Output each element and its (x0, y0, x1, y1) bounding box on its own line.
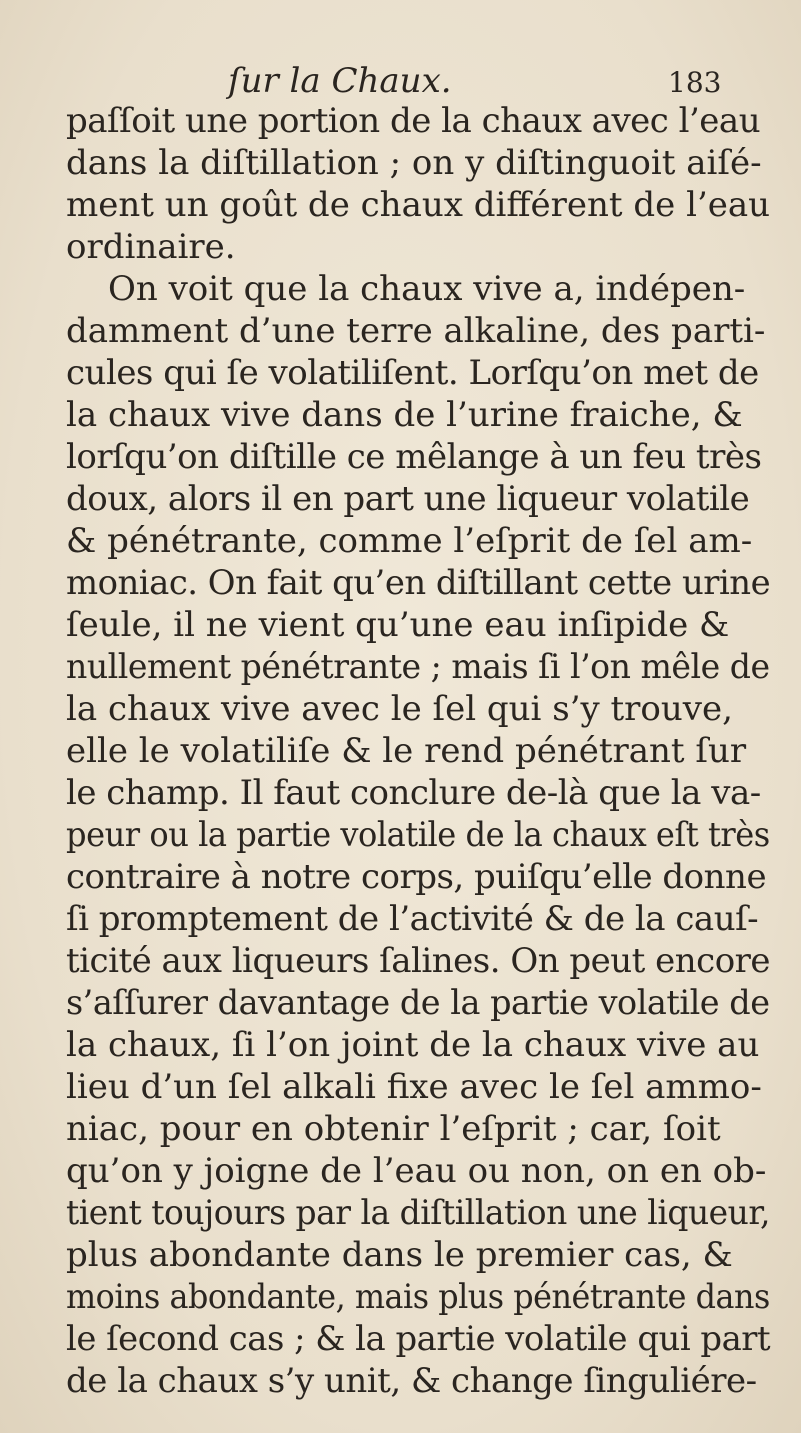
running-title: ſur la Chaux. (228, 61, 452, 101)
text-line: qu’on y joigne de l’eau ou non, on en ob- (66, 1151, 767, 1191)
text-line: le ſecond cas ; & la partie volatile qui part (66, 1319, 771, 1359)
text-line: lieu d’un ſel alkali fixe avec le ſel ammo- (66, 1067, 762, 1107)
text-line: de la chaux s’y unit, & change ſinguliére- (66, 1361, 757, 1401)
text-line: damment d’une terre alkaline, des parti- (66, 311, 766, 351)
text-line: contraire à notre corps, puiſqu’elle donne (66, 857, 767, 897)
text-line: On voit que la chaux vive a, indépen- (108, 269, 746, 309)
text-line: peur ou la partie volatile de la chaux eſt très (66, 815, 770, 855)
text-line: & pénétrante, comme l’eſprit de ſel am- (66, 521, 753, 561)
text-line: la chaux vive avec le ſel qui s’y trouve, (66, 689, 733, 729)
text-line: s’aſſurer davantage de la partie volatile de (66, 983, 770, 1023)
text-line: ment un goût de chaux différent de l’eau (66, 185, 771, 225)
text-line: dans la diſtillation ; on y diſtinguoit aiſé- (66, 143, 762, 183)
text-line: plus abondante dans le premier cas, & (66, 1235, 733, 1275)
text-line: niac, pour en obtenir l’eſprit ; car, ſoit (66, 1109, 721, 1149)
text-line: paſſoit une portion de la chaux avec l’eau (66, 101, 761, 141)
page-number: 183 (668, 66, 722, 99)
text-line: cules qui ſe volatiliſent. Lorſqu’on met de (66, 353, 759, 393)
text-line: elle le volatiliſe & le rend pénétrant ſur (66, 731, 747, 771)
text-line: ſi promptement de l’activité & de la cauſ- (66, 899, 759, 939)
text-line: ſeule, il ne vient qu’une eau inſipide & (66, 605, 730, 645)
text-line: lorſqu’on diſtille ce mêlange à un feu très (66, 437, 762, 477)
text-line: tient toujours par la diſtillation une liqueur, (66, 1193, 771, 1233)
text-line: ticité aux liqueurs ſalines. On peut encore (66, 941, 771, 981)
text-line: ordinaire. (66, 227, 236, 267)
text-line: moins abondante, mais plus pénétrante dans (66, 1277, 770, 1317)
text-line: doux, alors il en part une liqueur volatile (66, 479, 750, 519)
text-line: moniac. On fait qu’en diſtillant cette urine (66, 563, 771, 603)
page-header (0, 60, 801, 102)
text-line: la chaux vive dans de l’urine fraiche, & (66, 395, 743, 435)
text-line: nullement pénétrante ; mais ſi l’on mêle de (66, 647, 770, 687)
text-line: la chaux, ſi l’on joint de la chaux vive au (66, 1025, 760, 1065)
text-line: le champ. Il faut conclure de-là que la va- (66, 773, 761, 813)
